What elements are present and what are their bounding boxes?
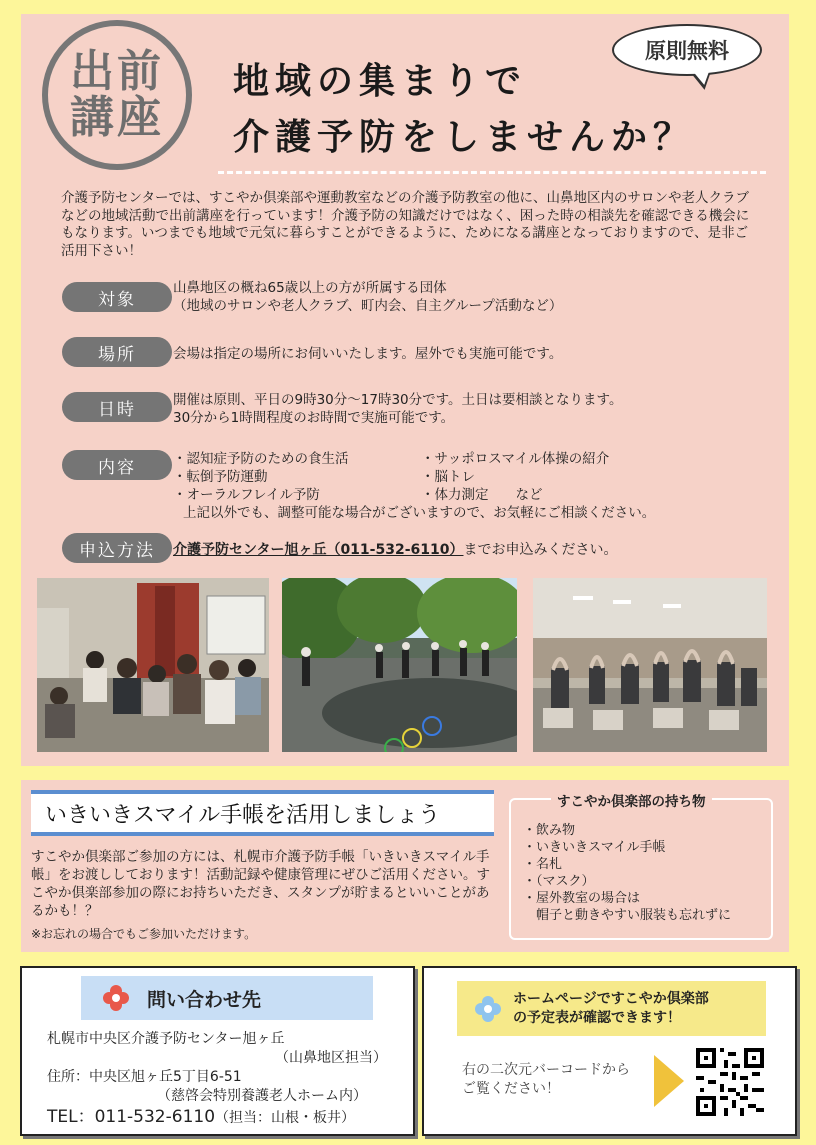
datetime-line1: 開催は原則、平日の9時30分～17時30分です。土日は要相談となります。 — [173, 392, 623, 408]
target-line2: （地域のサロンや老人クラブ、町内会、自主グループ活動など） — [173, 298, 563, 314]
list-item: ・（マスク） — [523, 874, 595, 889]
free-speech-bubble: 原則無料 — [612, 24, 762, 76]
place-label: 場所 — [62, 337, 172, 367]
badge-line2: 講座 — [70, 92, 164, 143]
contact-tel-note: （担当：山根・板井） — [215, 1110, 356, 1126]
list-item: ・名札 — [523, 857, 563, 872]
intro-text: 介護予防センターでは、すこやか倶楽部や運動教室などの介護予防教室の他に、山鼻地区内のサロンや老人クラブなどの地域活動で出前講座を行っています！介護予防の知識だけではなく、困った時の相談先を確認できる機会にもなります。いつまでも地域で元気に暮らすことができるように、ためになる講座となっておりますので、是非ご活用下さい！ — [61, 190, 750, 259]
homepage-heading — [513, 990, 709, 1028]
info-panel — [21, 14, 789, 766]
apply-contact-link[interactable]: 介護予防センター旭ヶ丘（011-532-6110） — [173, 542, 464, 558]
apply-text — [173, 541, 617, 559]
title-line2: 介護予防をしませんか？ — [233, 117, 696, 158]
contact-address: 住所：中央区旭ヶ丘5丁目6-51 — [47, 1069, 242, 1085]
contact-heading-bar — [81, 976, 373, 1020]
homepage-sub2: ご覧ください！ — [462, 1081, 560, 1097]
homepage-heading-bar — [457, 981, 766, 1036]
content-col-right — [421, 450, 671, 504]
homepage-box — [422, 966, 797, 1136]
contact-org-note: （山鼻地区担当） — [275, 1050, 387, 1066]
contact-heading: 問い合わせ先 — [147, 988, 262, 1011]
notebook-note: ※お忘れの場合でもご参加いただけます。 — [31, 927, 257, 941]
contact-box — [20, 966, 415, 1136]
photo-indoor-lecture — [37, 578, 269, 752]
contact-address-note: （慈啓会特別養護老人ホーム内） — [157, 1088, 367, 1104]
notebook-panel — [21, 780, 789, 952]
homepage-line1: ホームページですこやか倶楽部 — [513, 990, 709, 1007]
badge-line1: 出前 — [70, 45, 164, 97]
flower-blue-icon — [475, 996, 501, 1022]
contact-org: 札幌市中央区介護予防センター旭ヶ丘 — [47, 1031, 285, 1047]
photo-outdoor-exercise — [282, 578, 517, 752]
arrow-right-icon — [654, 1055, 684, 1107]
page-title — [233, 54, 695, 166]
content-label: 内容 — [62, 450, 172, 480]
qr-code[interactable] — [696, 1048, 764, 1116]
content-item: ・サッポロスマイル体操の紹介 — [421, 451, 610, 467]
datetime-line2: 30分から1時間程度のお時間で実施可能です。 — [173, 410, 455, 426]
belongings-box — [509, 794, 773, 940]
dashed-divider — [218, 171, 766, 174]
contact-tel[interactable]: TEL：011-532-6110 — [47, 1107, 216, 1127]
notebook-title: いきいきスマイル手帳を活用しましょう — [31, 790, 494, 836]
target-line1: 山鼻地区の概ね65歳以上の方が所属する団体 — [173, 280, 447, 296]
list-item: ・屋外教室の場合は — [523, 891, 641, 906]
list-item: ・いきいきスマイル手帳 — [523, 840, 666, 855]
speech-bubble-tail-fill — [694, 70, 712, 87]
content-col-left — [173, 450, 423, 504]
content-item: ・オーラルフレイル予防 — [173, 487, 320, 503]
list-item: ・飲み物 — [523, 823, 576, 838]
datetime-text — [173, 391, 622, 427]
content-item: ・体力測定 など — [421, 487, 543, 503]
homepage-instruction — [462, 1061, 630, 1099]
homepage-sub1: 右の二次元バーコードから — [462, 1062, 630, 1078]
target-label: 対象 — [62, 282, 172, 312]
list-item: 帽子と動きやすい服装も忘れずに — [523, 908, 732, 923]
flower-icon — [103, 985, 129, 1011]
place-text: 会場は指定の場所にお伺いいたします。屋外でも実施可能です。 — [173, 346, 563, 362]
notebook-text: すこやか倶楽部ご参加の方には、札幌市介護予防手帳「いきいきスマイル手帳」をお渡ししております！活動記録や健康管理にぜひご活用ください。すこやか倶楽部参加の際にお持ちいただき、スタンプが貯まるといいことがあるかも！？ — [31, 849, 490, 919]
content-item: ・転倒予防運動 — [173, 469, 268, 485]
title-line1: 地域の集まりで — [233, 61, 528, 102]
datetime-label: 日時 — [62, 392, 172, 422]
demae-koza-badge — [42, 20, 192, 170]
homepage-line2: の予定表が確認できます！ — [513, 1009, 681, 1026]
belongings-heading: すこやか倶楽部の持ち物 — [551, 790, 712, 810]
belongings-list — [523, 822, 731, 924]
target-text — [173, 279, 562, 315]
contact-details — [47, 1030, 387, 1128]
apply-label: 申込方法 — [62, 533, 172, 563]
content-item: ・脳トレ — [421, 469, 475, 485]
apply-suffix: までお申込みください。 — [463, 542, 618, 558]
photo-indoor-stretching — [533, 578, 767, 752]
content-item: ・認知症予防のための食生活 — [173, 451, 349, 467]
content-note: 上記以外でも、調整可能な場合がございますので、お気軽にご相談ください。 — [183, 505, 656, 521]
